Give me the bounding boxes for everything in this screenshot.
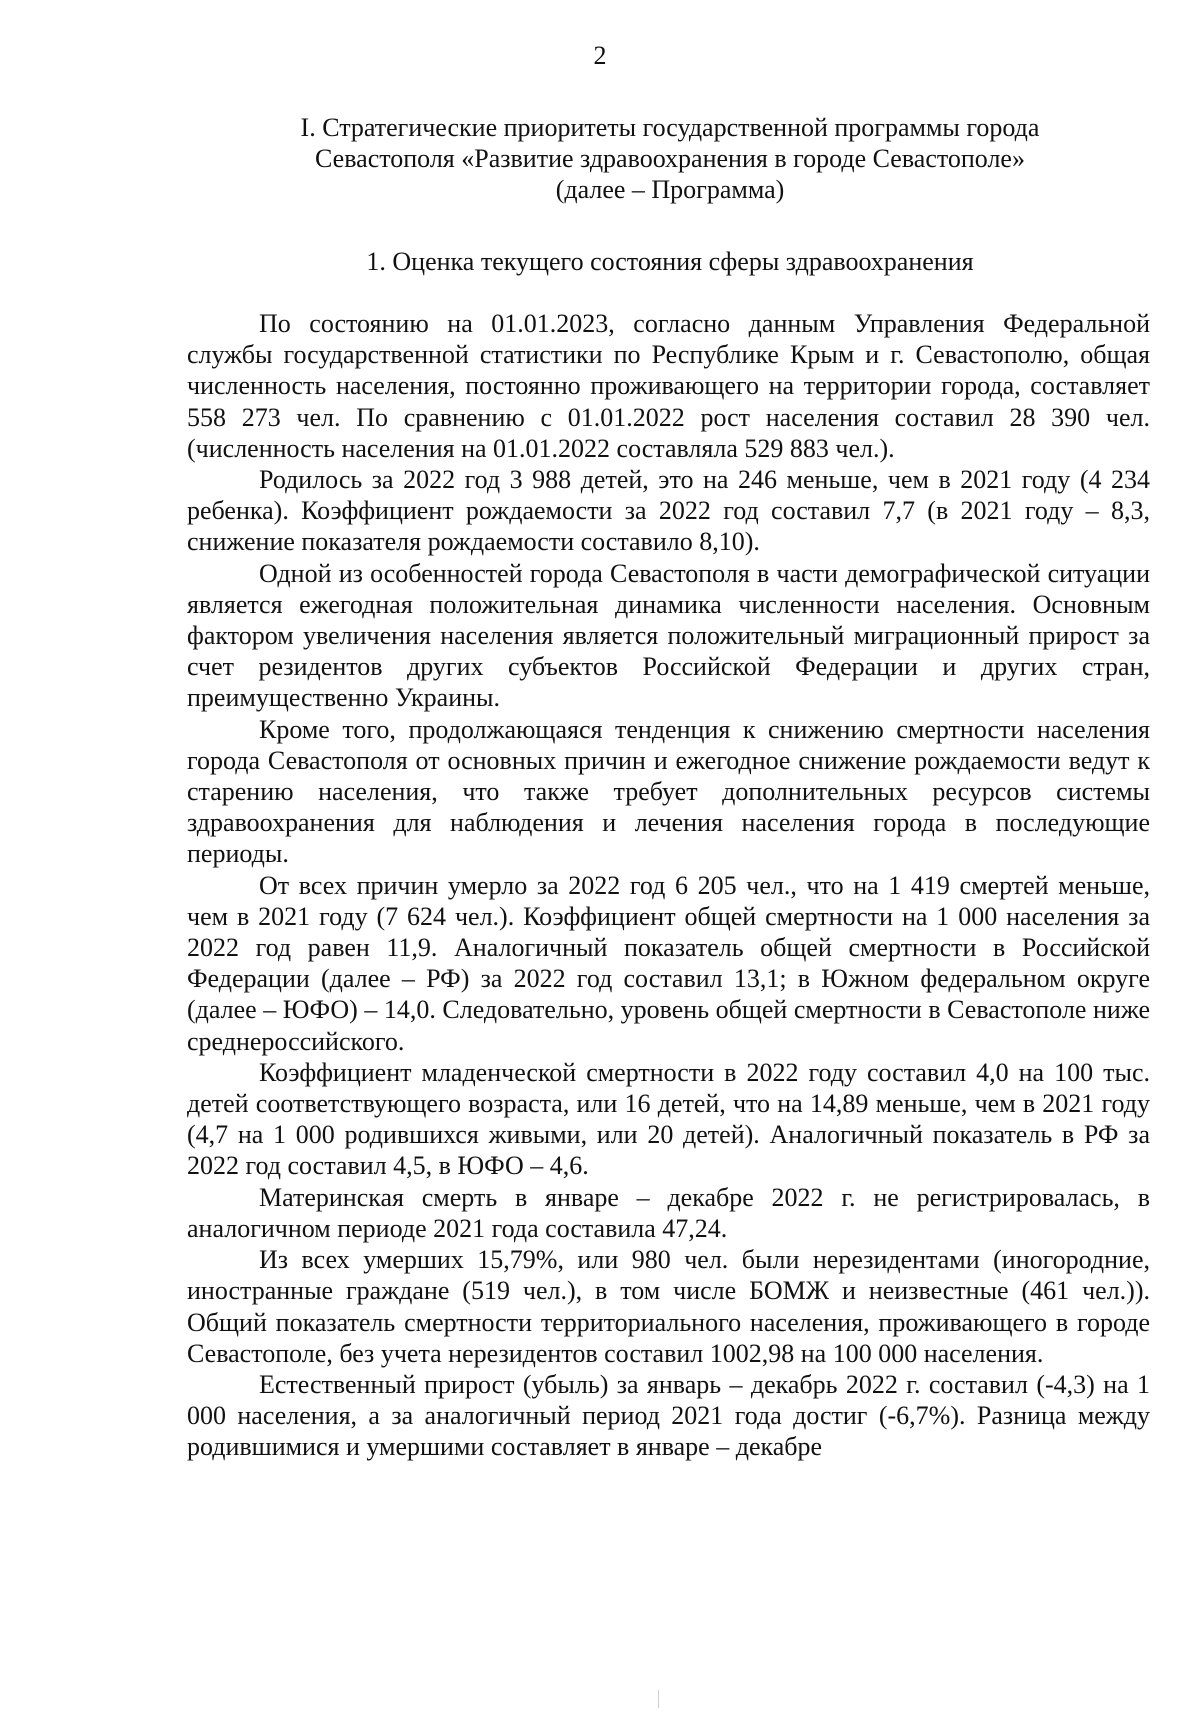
section-heading: 1. Оценка текущего состояния сферы здравоохранения	[366, 247, 974, 276]
paragraph-demography: Одной из особенностей города Севастополя в части демографической ситуации является ежегодная положительная динамика численности населения. Основным фактором увеличения населения является положительный миграционный прирост за счет резидентов других субъектов Российской Федерации и других стран, преимущественно Украины.	[187, 558, 1150, 713]
document-title	[190, 112, 1150, 205]
paragraph-infant-mortality: Коэффициент младенческой смертности в 2022 году составил 4,0 на 100 тыс. детей соответствующего возраста, или 16 детей, что на 14,89 меньше, чем в 2021 году (4,7 на 1 000 родившихся живыми, или 20 детей). Аналогичный показатель в РФ за 2022 год составил 4,5, в ЮФО – 4,6.	[187, 1057, 1150, 1181]
paragraph-mortality: От всех причин умерло за 2022 год 6 205 чел., что на 1 419 смертей меньше, чем в 2021 году (7 624 чел.). Коэффициент общей смертности на 1 000 населения за 2022 год равен 11,9. Аналогичный показатель общей смертности в Российской Федерации (далее – РФ) за 2022 год составил 13,1; в Южном федеральном округе (далее – ЮФО) – 14,0. Следовательно, уровень общей смертности в Севастополе ниже среднероссийского.	[187, 870, 1150, 1056]
paragraph-population: По состоянию на 01.01.2023, согласно данным Управления Федеральной службы государственной статистики по Республике Крым и г. Севастополю, общая численность населения, постоянно проживающего на территории города, составляет 558 273 чел. По сравнению с 01.01.2022 рост населения составил 28 390 чел. (численность населения на 01.01.2022 составляла 529 883 чел.).	[187, 309, 1150, 463]
scan-artifact	[658, 1690, 659, 1708]
page-number: 2	[593, 41, 607, 70]
title-line-3: (далее – Программа)	[555, 175, 785, 204]
paragraph-aging: Кроме того, продолжающаяся тенденция к снижению смертности населения города Севастополя от основных причин и ежегодное снижение рождаемости ведут к старению населения, что также требует дополнительных ресурсов системы здравоохранения для наблюдения и лечения населения города в последующие периоды.	[187, 714, 1150, 869]
title-line-2: Севастополя «Развитие здравоохранения в городе Севастополе»	[315, 144, 1025, 173]
paragraph-births: Родилось за 2022 год 3 988 детей, это на 246 меньше, чем в 2021 году (4 234 ребенка). Коэффициент рождаемости за 2022 год составил 7,7 (в 2021 году – 8,3, снижение показателя рождаемости составило 8,10).	[187, 465, 1150, 557]
paragraph-natural-growth: Естественный прирост (убыль) за январь – декабрь 2022 г. составил (-4,3) на 1 000 населения, а за аналогичный период 2021 года достиг (-6,7%). Разница между родившимися и умершими составляет в январе – декабре	[187, 1369, 1150, 1462]
paragraph-maternal-mortality: Материнская смерть в январе – декабре 2022 г. не регистрировалась, в аналогичном периоде 2021 года составила 47,24.	[187, 1182, 1150, 1243]
paragraph-nonresidents: Из всех умерших 15,79%, или 980 чел. были нерезидентами (иногородние, иностранные граждане (519 чел.), в том числе БОМЖ и неизвестные (461 чел.)). Общий показатель смертности территориального населения, проживающего в городе Севастополе, без учета нерезидентов составил 1002,98 на 100 000 населения.	[187, 1245, 1150, 1368]
document-body	[187, 308, 1150, 1463]
title-line-1: I. Стратегические приоритеты государственной программы города	[300, 113, 1040, 142]
